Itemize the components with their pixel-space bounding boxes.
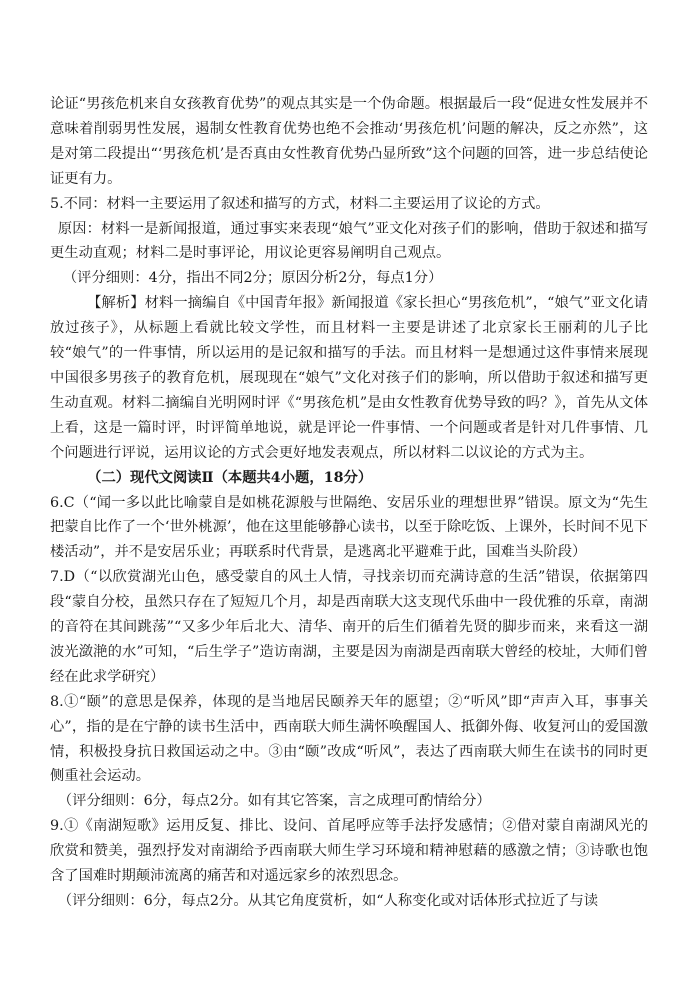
answer-q8-score: （评分细则：6分，每点2分。如有其它答案，言之成理可酌情给分）: [57, 793, 491, 810]
answer-q9-score: （评分细则：6分，每点2分。从其它角度赏析，如“人称变化或对话体形式拉近了与读: [57, 893, 599, 909]
answer-q5-analysis: 【解析】材料一摘编自《中国青年报》新闻报道《家长担心“男孩危机”，“娘气”亚文化请放过孩子》，从标题上看就比较文学性，而且材料一主要是讲述了北京家长王丽莉的儿子比较“娘气”的一件事情，所以运用的是记叙和描写的手法。而且材料一是想通过这件事情来展现中国很多男孩子的教育危机，展现现在“娘气”文化对孩子们的影响，所以借助于叙述和描写更生动直观。材料二摘编自光明网时评《“男孩危机”是由女性教育优势导致的吗？》，首先从文体上看，这是一篇时评，时评简单地说，就是评论一件事情、一个问题或者是针对几件事情、几个问题进行评说，运用议论的方式会更好地发表观点，所以材料二以议论的方式为主。: [50, 295, 648, 461]
section-heading: [50, 466, 648, 491]
answer-q7: 7.D（“以欣赏湖光山色，感受蒙自的风土人情，寻找亲切而充满诗意的生活”错误，依据第四段“蒙自分校，虽然只存在了短短几个月，却是西南联大这支现代乐曲中一段优雅的乐章，南湖的音符在其间跳荡”“又多少年后北大、清华、南开的后生们循着先贤的脚步而来，来看这一湖波光潋滟的水”可知，“后生学子”造访南湖，主要是因为南湖是西南联大曾经的校址，大师们曾经在此求学研究）: [50, 569, 648, 685]
answer-q8: 8.①“颐”的意思是保养，体现的是当地居民颐养天年的愿望；②“听风”即“声声入耳，事事关心”，指的是在宁静的读书生活中，西南联大师生满怀唤醒国人、抵御外侮、收复河山的爱国激情，积极投身抗日救国运动之中。③由“颐”改成“听风”，表达了西南联大师生在读书的同时更侧重社会运动。: [50, 693, 648, 785]
answer-q5-score: （评分细则：4分，指出不同2分；原因分析2分，每点1分）: [62, 270, 443, 287]
answer-q6: 6.C（“闻一多以此比喻蒙自是如桃花源般与世隔绝、安居乐业的理想世界”错误。原文为“先生把蒙自比作了一个‘世外桃源’，他在这里能够静心读书，以至于除吃饭、上课外，长时间不见下楼活动”，并不是安居乐业；再联系时代背景，是逃离北平避难于此，国难当头阶段）: [50, 494, 648, 561]
paragraph-argument-conclusion: 论证“男孩危机来自女孩教育优势”的观点其实是一个伪命题。根据最后一段“促进女性发展并不意味着削弱男性发展，遏制女性教育优势也绝不会推动‘男孩危机’问题的解决，反之亦然”，这是对第二段提出“‘男孩危机’是否真由女性教育优势凸显所致”这个问题的回答，进一步总结使论证更有力。: [50, 96, 648, 187]
answer-q5: 5.不同：材料一主要运用了叙述和描写的方式，材料二主要运用了议论的方式。: [50, 195, 550, 212]
section-title: （二）现代文阅读Ⅱ: [87, 469, 214, 486]
answer-q5-reason: 原因：材料一是新闻报道，通过事实来表现“娘气”亚文化对孩子们的影响，借助于叙述和描写更生动直观；材料二是时事评论，用议论更容易阐明自己观点。: [50, 220, 648, 262]
section-subtitle: （本题共4小题，18分）: [213, 469, 373, 486]
answer-q9: 9.①《南湖短歌》运用反复、排比、设问、首尾呼应等手法抒发感情；②借对蒙自南湖风光的欣赏和赞美，强烈抒发对南湖给予西南联大师生学习环境和精神慰藉的感激之情；③诗歌也饱含了国难时期颠沛流离的痛苦和对遥远家乡的浓烈思念。: [50, 818, 648, 885]
